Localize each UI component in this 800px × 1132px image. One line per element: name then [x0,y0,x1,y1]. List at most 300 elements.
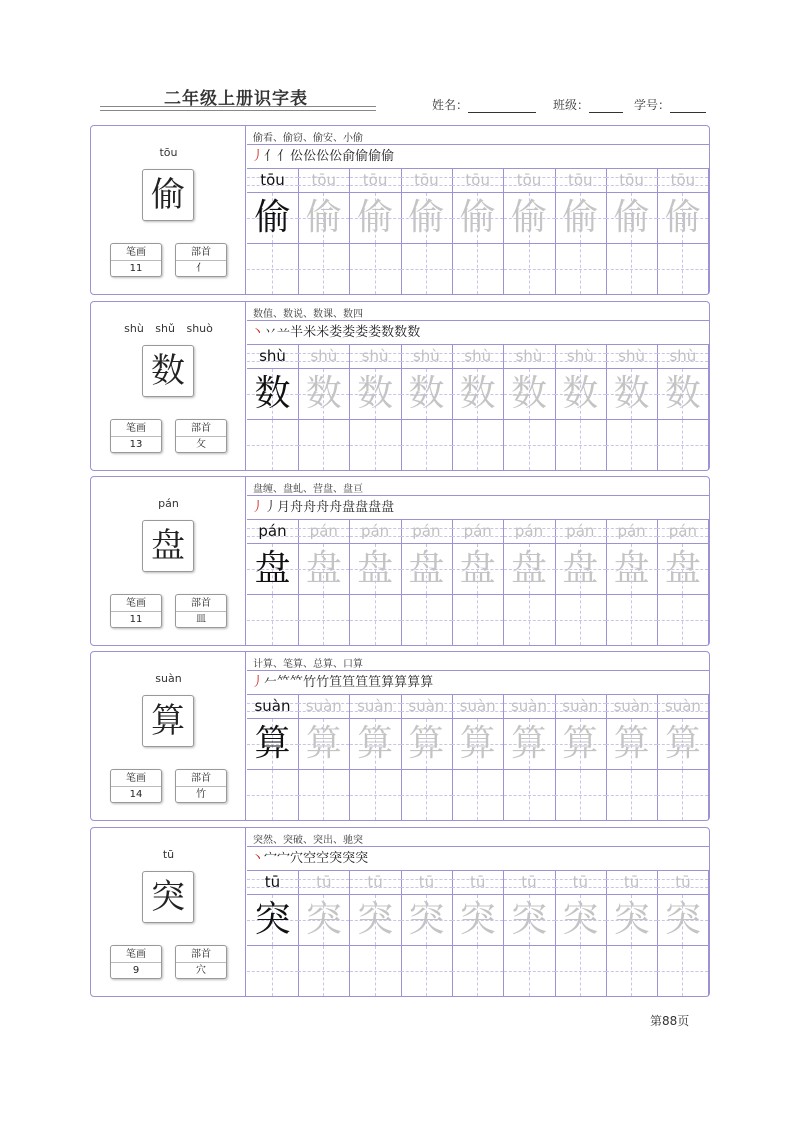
stroke-count-value: 11 [129,614,143,625]
pinyin-cell[interactable] [350,344,402,368]
character-cell[interactable] [298,894,350,945]
practice-panel [247,652,709,820]
id-field[interactable] [634,96,706,113]
pinyin-trace: tōu [670,171,696,189]
stroke-count-value: 11 [129,263,143,274]
character-cell[interactable] [247,192,299,243]
stroke-step: 突 [329,851,343,866]
blank-practice-cell[interactable] [657,243,709,294]
pinyin-trace: pán [360,522,390,540]
stroke-count-value: 13 [129,439,143,450]
stroke-order [251,322,420,344]
character-trace: 数 [254,373,291,414]
pinyin-cell[interactable] [350,168,402,192]
pinyin-cell[interactable] [606,344,658,368]
pinyin-cell[interactable] [247,344,299,368]
pinyin-cell[interactable] [298,168,350,192]
example-words: 突然、突破、突出、驰突 [253,835,363,846]
character-cell[interactable] [401,894,453,945]
pinyin-trace: shù [259,347,286,365]
pinyin-trace: suàn [664,697,701,715]
pinyin-trace: tū [264,873,281,891]
stroke-step: 穴 [290,851,304,866]
stroke-step: 空 [303,851,317,866]
character-cell[interactable] [555,543,607,594]
radical-label: 部首 [176,420,226,437]
character-cell[interactable] [401,192,453,243]
pinyin-cell[interactable] [606,694,658,718]
pinyin-trace: tū [521,873,537,891]
blank-practice-cell[interactable] [504,419,556,470]
pinyin-cell[interactable] [606,519,658,543]
blank-practice-cell[interactable] [657,419,709,470]
stroke-count-value: 14 [129,789,143,800]
blank-practice-cell[interactable] [247,769,299,820]
stroke-step: 米 [316,325,330,340]
practice-grid [247,168,709,294]
character-cell[interactable] [555,718,607,769]
character-trace: 突 [408,899,445,940]
stroke-count-label: 笔画 [111,770,161,787]
character-cell[interactable] [657,368,709,419]
character-cell[interactable] [555,894,607,945]
blank-practice-cell[interactable] [555,243,607,294]
blank-practice-cell[interactable] [298,769,350,820]
stroke-count-label: 笔画 [111,420,161,437]
stroke-step: 𠂉 [264,675,278,690]
pinyin-trace: pán [258,522,287,540]
blank-practice-cell[interactable] [555,419,607,470]
stroke-step: 竹 [303,675,317,690]
name-blank[interactable] [468,101,536,113]
blank-practice-cell[interactable] [401,769,453,820]
stroke-step: 舟 [303,500,317,515]
pinyin-cell[interactable] [657,344,709,368]
stroke-step: 偷 [355,149,369,164]
pinyin-cell[interactable] [657,694,709,718]
stroke-step: 丿 [264,500,278,515]
blank-practice-cell[interactable] [657,769,709,820]
character-trace: 算 [664,723,701,764]
stroke-step: 半 [290,325,304,340]
pinyin-trace: tū [469,873,486,891]
stroke-step: 娄 [368,325,382,340]
stroke-count-box [110,419,162,453]
character-card [90,827,710,997]
pinyin-cell[interactable] [247,870,299,894]
pinyin-label: shù shǔ shuò [124,322,213,335]
radical-box [175,769,227,803]
character-trace: 突 [305,899,342,940]
divider [247,320,709,321]
divider [247,846,709,847]
pinyin-cell[interactable] [606,168,658,192]
blank-practice-cell[interactable] [555,945,607,996]
character-cell[interactable] [350,894,402,945]
radical-value: 竹 [196,789,206,800]
stroke-step: 算 [420,675,434,690]
pinyin-cell[interactable] [401,694,453,718]
stroke-step: 笪 [355,675,369,690]
character-card [90,651,710,821]
character-card [90,301,710,471]
blank-practice-cell[interactable] [555,769,607,820]
character-trace: 盘 [357,548,394,589]
pinyin-label: pán [158,497,179,510]
character-cell[interactable] [452,543,504,594]
character-trace: 算 [305,723,342,764]
page-number: 第88页 [650,1014,690,1028]
practice-grid [247,344,709,470]
blank-practice-cell[interactable] [298,945,350,996]
blank-practice-cell[interactable] [247,419,299,470]
stroke-step: 𥫗 [290,675,304,690]
character-cell[interactable] [657,718,709,769]
stroke-step: 亻 [264,149,278,164]
stroke-step: 数 [381,325,395,340]
character-trace: 算 [510,723,547,764]
blank-practice-cell[interactable] [298,243,350,294]
blank-practice-cell[interactable] [606,945,658,996]
stroke-step: 舟 [316,500,330,515]
character-trace: 突 [459,899,496,940]
pinyin-trace: tū [418,873,435,891]
page-title: 二年级上册识字表 [164,89,308,109]
blank-practice-cell[interactable] [350,243,402,294]
example-words: 偷看、偷窃、偷安、小偷 [253,133,363,144]
pinyin-cell[interactable] [401,519,453,543]
name-field[interactable] [432,96,536,113]
blank-practice-cell[interactable] [350,769,402,820]
blank-practice-cell[interactable] [247,243,299,294]
main-character: 偷 [142,169,194,221]
pinyin-trace: pán [514,522,544,540]
character-cell[interactable] [606,718,658,769]
character-cell[interactable] [657,543,709,594]
pinyin-cell[interactable] [350,870,402,894]
name-label: 姓名： [432,98,469,112]
pinyin-cell[interactable] [555,168,607,192]
character-cell[interactable] [504,543,556,594]
pinyin-label: tū [162,848,175,861]
character-cell[interactable] [247,894,299,945]
stroke-step: 盘 [342,500,356,515]
character-cell[interactable] [298,368,350,419]
character-cell[interactable] [657,894,709,945]
pinyin-cell[interactable] [452,344,504,368]
pinyin-cell[interactable] [555,694,607,718]
example-words: 盘缠、盘虬、营盘、盘亘 [253,484,363,495]
character-trace: 数 [305,373,342,414]
pinyin-trace: tū [675,873,691,891]
stroke-step: 月 [277,500,291,515]
pinyin-trace: suàn [305,697,342,715]
pinyin-cell[interactable] [504,344,556,368]
pinyin-cell[interactable] [504,870,556,894]
character-cell[interactable] [606,543,658,594]
stroke-step: 笪 [342,675,356,690]
pinyin-trace: suàn [510,697,548,715]
pinyin-cell[interactable] [298,694,350,718]
character-cell[interactable] [504,894,556,945]
card-info-panel [91,477,246,645]
character-cell[interactable] [606,368,658,419]
character-card [90,125,710,295]
practice-panel [247,828,709,996]
title-underline [100,110,376,111]
practice-panel [247,126,709,294]
blank-practice-cell[interactable] [350,594,402,645]
character-cell[interactable] [350,543,402,594]
stroke-order [251,497,394,519]
pinyin-cell[interactable] [298,344,350,368]
character-cell[interactable] [452,192,504,243]
id-blank[interactable] [670,101,706,113]
pinyin-trace: tū [316,873,332,891]
stroke-step: 丶 [251,325,265,340]
blank-practice-cell[interactable] [504,769,556,820]
pinyin-trace: pán [566,522,595,540]
character-trace: 数 [357,373,394,414]
character-cell[interactable] [298,543,350,594]
stroke-step: 䒑 [277,325,291,340]
stroke-order [251,672,433,694]
pinyin-cell[interactable] [657,519,709,543]
blank-practice-cell[interactable] [606,419,658,470]
character-cell[interactable] [401,543,453,594]
character-trace: 数 [510,373,547,414]
stroke-step: 伀 [329,149,343,164]
stroke-step: 丿 [251,149,265,164]
character-cell[interactable] [555,368,607,419]
character-cell[interactable] [452,718,504,769]
blank-practice-cell[interactable] [401,945,453,996]
character-trace: 数 [613,373,650,414]
character-trace: 突 [562,899,599,940]
character-trace: 盘 [305,548,342,589]
character-trace: 盘 [510,548,547,589]
character-trace: 偷 [408,197,445,238]
blank-practice-cell[interactable] [657,945,709,996]
stroke-step: 宀 [277,851,291,866]
pinyin-trace: suàn [613,697,650,715]
pinyin-cell[interactable] [350,519,402,543]
blank-practice-cell[interactable] [606,243,658,294]
pinyin-cell[interactable] [247,694,299,718]
stroke-count-box [110,243,162,277]
stroke-step: 俞 [342,149,356,164]
stroke-count-label: 笔画 [111,946,161,963]
blank-practice-cell[interactable] [298,419,350,470]
blank-practice-cell[interactable] [401,594,453,645]
radical-box [175,594,227,628]
pinyin-trace: tōu [311,171,337,189]
blank-practice-cell[interactable] [452,769,504,820]
character-cell[interactable] [298,718,350,769]
radical-value: 亻 [196,263,206,274]
pinyin-trace: pán [617,522,646,540]
stroke-step: 偷 [368,149,382,164]
stroke-step: 偷 [381,149,395,164]
blank-practice-cell[interactable] [606,594,658,645]
stroke-order [251,848,368,870]
blank-practice-cell[interactable] [606,769,658,820]
character-trace: 数 [459,373,496,414]
pinyin-trace: pán [309,522,338,540]
stroke-step: 舟 [329,500,343,515]
blank-practice-cell[interactable] [350,945,402,996]
stroke-step: 娄 [342,325,356,340]
practice-grid [247,694,709,820]
character-trace: 盘 [562,548,599,589]
radical-label: 部首 [176,244,226,261]
divider [247,670,709,671]
stroke-step: 亻 [277,149,291,164]
main-character: 数 [142,345,194,397]
blank-practice-cell[interactable] [452,945,504,996]
blank-practice-cell[interactable] [401,243,453,294]
character-cell[interactable] [606,894,658,945]
class-blank[interactable] [589,101,623,113]
character-cell[interactable] [504,368,556,419]
pinyin-cell[interactable] [555,344,607,368]
blank-practice-cell[interactable] [452,243,504,294]
blank-practice-cell[interactable] [401,419,453,470]
stroke-step: 笪 [329,675,343,690]
character-cell[interactable] [452,368,504,419]
stroke-count-label: 笔画 [111,595,161,612]
pinyin-trace: tōu [516,171,542,189]
character-trace: 算 [254,723,291,764]
blank-practice-cell[interactable] [452,419,504,470]
blank-practice-cell[interactable] [298,594,350,645]
pinyin-cell[interactable] [555,870,607,894]
stroke-step: 娄 [355,325,369,340]
practice-panel [247,477,709,645]
stroke-step: 𥫗 [277,675,291,690]
pinyin-cell[interactable] [350,694,402,718]
pinyin-cell[interactable] [504,694,556,718]
pinyin-cell[interactable] [504,168,556,192]
character-trace: 算 [562,723,599,764]
character-cell[interactable] [452,894,504,945]
character-trace: 盘 [254,548,291,589]
character-cell[interactable] [247,543,299,594]
pinyin-trace: shù [669,347,697,365]
pinyin-cell[interactable] [298,519,350,543]
character-cell[interactable] [555,192,607,243]
pinyin-cell[interactable] [401,870,453,894]
character-cell[interactable] [350,718,402,769]
blank-practice-cell[interactable] [350,419,402,470]
pinyin-trace: suàn [459,697,496,715]
id-label: 学号： [634,98,671,112]
pinyin-cell[interactable] [247,519,299,543]
stroke-step: 突 [342,851,356,866]
pinyin-trace: tū [623,873,640,891]
stroke-step: 丷 [264,325,278,340]
pinyin-trace: tōu [465,171,490,189]
character-trace: 偷 [510,197,547,238]
pinyin-cell[interactable] [606,870,658,894]
stroke-count-box [110,945,162,979]
character-trace: 盘 [664,548,701,589]
pinyin-cell[interactable] [504,519,556,543]
stroke-count-label: 笔画 [111,244,161,261]
blank-practice-cell[interactable] [657,594,709,645]
character-cell[interactable] [606,192,658,243]
pinyin-cell[interactable] [298,870,350,894]
pinyin-trace: suàn [408,697,445,715]
stroke-step: 数 [407,325,421,340]
pinyin-cell[interactable] [657,870,709,894]
character-cell[interactable] [298,192,350,243]
character-cell[interactable] [350,192,402,243]
pinyin-cell[interactable] [401,344,453,368]
blank-practice-cell[interactable] [504,945,556,996]
practice-grid [247,870,709,996]
pinyin-trace: pán [668,522,697,540]
character-trace: 偷 [254,197,291,238]
blank-practice-cell[interactable] [555,594,607,645]
character-cell[interactable] [401,718,453,769]
radical-value: 攵 [196,439,206,450]
pinyin-cell[interactable] [247,168,299,192]
character-cell[interactable] [350,368,402,419]
pinyin-trace: shù [618,347,646,365]
stroke-step: 算 [381,675,395,690]
character-trace: 偷 [357,197,394,238]
main-character: 算 [142,695,194,747]
pinyin-cell[interactable] [401,168,453,192]
stroke-step: 米 [303,325,317,340]
divider [247,144,709,145]
character-cell[interactable] [504,718,556,769]
radical-label: 部首 [176,946,226,963]
radical-value: 皿 [196,614,206,625]
character-cell[interactable] [247,368,299,419]
blank-practice-cell[interactable] [247,945,299,996]
pinyin-cell[interactable] [452,870,504,894]
pinyin-cell[interactable] [657,168,709,192]
pinyin-cell[interactable] [452,519,504,543]
character-trace: 偷 [664,197,701,238]
blank-practice-cell[interactable] [504,594,556,645]
pinyin-trace: shù [310,347,338,365]
pinyin-trace: shù [515,347,543,365]
stroke-step: 伀 [316,149,330,164]
pinyin-trace: tū [367,873,383,891]
stroke-step: 宀 [264,851,278,866]
character-cell[interactable] [657,192,709,243]
character-cell[interactable] [401,368,453,419]
blank-practice-cell[interactable] [452,594,504,645]
radical-box [175,419,227,453]
character-cell[interactable] [247,718,299,769]
title-underline [100,106,376,107]
stroke-step: 竹 [316,675,330,690]
stroke-step: 娄 [329,325,343,340]
pinyin-trace: shù [464,347,492,365]
pinyin-cell[interactable] [452,168,504,192]
blank-practice-cell[interactable] [504,243,556,294]
blank-practice-cell[interactable] [247,594,299,645]
pinyin-cell[interactable] [555,519,607,543]
pinyin-label: tōu [159,146,178,159]
pinyin-cell[interactable] [452,694,504,718]
class-field[interactable] [553,96,623,113]
character-cell[interactable] [504,192,556,243]
